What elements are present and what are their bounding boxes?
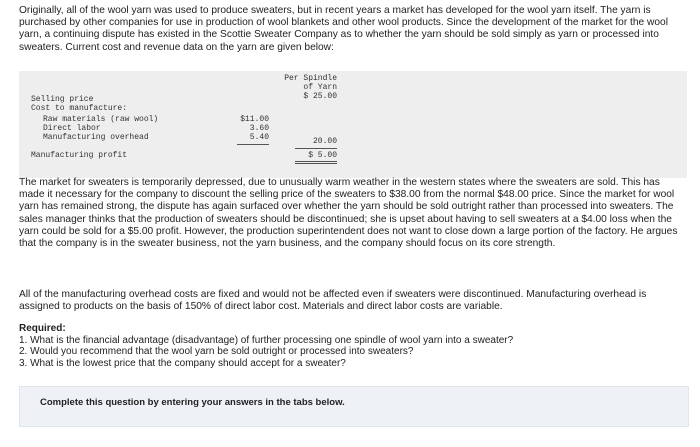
table-header-line1: Per Spindle [284, 74, 337, 83]
raw-materials-value: $11.00 [240, 115, 269, 124]
complete-prompt: Complete this question by entering your answers in the tabs below. [40, 397, 345, 408]
profit-value: $ 5.00 [295, 151, 337, 164]
table-header-line2: of Yarn [303, 83, 337, 92]
market-paragraph: The market for sweaters is temporarily depressed, due to unusually warm weather in the western states where the sweaters are sold. This has made it necessary for the company to discount the selling price of the sweaters to $38.00 from the normal $48.00 price. Since the market for wool yarn has remained strong, the dispute has again surfaced over whether the yarn should be sold outright rather than processed into sweaters. The sales manager thinks that the production of sweaters should be discontinued; she is upset about having to sell sweaters at a $4.00 loss when the yarn could be sold for a $5.00 profit. However, the production superintendent does not want to close down a large portion of the factory. He argues that the company is in the sweater business, not the yarn business, and the company should focus on its core strength. [19, 177, 678, 250]
selling-price-value: $ 25.00 [303, 92, 337, 101]
direct-labor-value: 3.60 [249, 124, 269, 133]
required-section [19, 323, 687, 369]
selling-price-label: Selling price [31, 95, 94, 104]
total-cost-value: 20.00 [295, 137, 337, 149]
profit-label: Manufacturing profit [31, 151, 128, 160]
overhead-paragraph: All of the manufacturing overhead costs are fixed and would not be affected even if sweaters were discontinued. Manufacturing overhead is assigned to products on the basis of 150% of direct labor cost. Materials and direct labor costs are variable. [19, 289, 647, 313]
raw-materials-label: Raw materials (raw wool) [43, 115, 159, 124]
answer-tabs-panel [19, 386, 689, 427]
cost-revenue-table [19, 71, 687, 178]
required-item-2: 2. Would you recommend that the wool yarn be sold outright or processed into sweaters? [19, 346, 414, 357]
overhead-label: Manufacturing overhead [43, 133, 149, 142]
required-item-1: 1. What is the financial advantage (disadvantage) of further processing one spindle of wool yarn into a sweater? [19, 334, 514, 346]
overhead-value: 5.40 [237, 133, 269, 145]
required-title: Required: [19, 323, 66, 334]
direct-labor-label: Direct labor [43, 124, 101, 133]
cost-to-manufacture-label: Cost to manufacture: [31, 104, 128, 113]
intro-paragraph: Originally, all of the wool yarn was used to produce sweaters, but in recent years a market has developed for the wool yarn itself. The yarn is purchased by other companies for use in production of wool blankets and other wool products. Since the development of the market for the wool yarn, a continuing dispute has existed in the Scottie Sweater Company as to whether the yarn should be sold simply as yarn or processed into sweaters. Current cost and revenue data on the yarn are given below: [19, 5, 668, 53]
required-item-3: 3. What is the lowest price that the company should accept for a sweater? [19, 357, 346, 369]
